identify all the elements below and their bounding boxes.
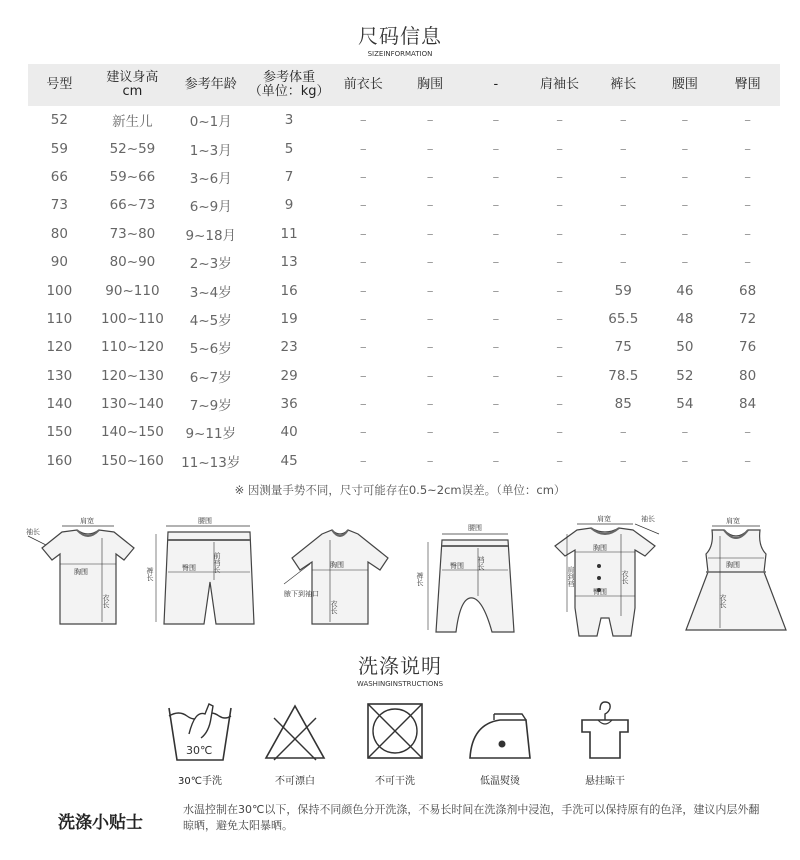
table-cell: – <box>426 112 434 129</box>
table-cell: 66~73 <box>109 197 156 214</box>
table-cell: – <box>426 168 434 185</box>
table-cell: 78.5 <box>608 367 639 384</box>
table-cell: – <box>681 225 689 242</box>
table-row <box>28 276 780 304</box>
header-line2: （单位：kg） <box>248 84 330 99</box>
header-line1: 裤长 <box>610 77 637 92</box>
table-cell: – <box>492 225 500 242</box>
table-cell: 80 <box>50 225 68 242</box>
tips-text: 水温控制在30℃以下，保持不同颜色分开洗涤，不易长时间在洗涤剂中浸泡，手洗可以保持原有的色泽，建议内层外翻晾晒，避免太阳暴晒。 <box>183 803 760 832</box>
table-cell: – <box>426 396 434 413</box>
raglan-length-label: 衣长 <box>330 600 338 614</box>
table-row <box>28 191 780 219</box>
table-cell: 6~7岁 <box>189 369 232 386</box>
tshirt-sleeve-label: 袖长 <box>26 528 40 536</box>
table-cell: – <box>492 254 500 271</box>
table-cell: 73~80 <box>109 225 156 242</box>
table-cell: – <box>359 112 367 129</box>
header-line1: 肩袖长 <box>540 77 580 92</box>
table-cell: 59~66 <box>109 168 156 185</box>
table-header-cell <box>465 64 528 106</box>
table-cell: – <box>426 282 434 299</box>
table-cell: 90 <box>50 254 68 271</box>
table-cell: 29 <box>280 367 298 384</box>
header-line1: 参考体重 <box>263 70 316 85</box>
table-cell: 16 <box>280 282 298 299</box>
table-cell: – <box>681 197 689 214</box>
table-cell: – <box>426 339 434 356</box>
table-cell: – <box>556 452 563 469</box>
hang-dry-icon <box>570 700 640 764</box>
header-line1: 胸围 <box>417 77 444 92</box>
table-cell: – <box>744 112 751 129</box>
shorts-waist-label: 腰围 <box>198 517 212 525</box>
table-cell: – <box>359 168 367 185</box>
low-iron-icon <box>460 700 540 764</box>
table-header-cell <box>331 64 396 106</box>
table-row <box>28 106 780 134</box>
shorts-diagram <box>146 512 265 632</box>
table-cell: 1~3月 <box>189 142 232 159</box>
table-cell: – <box>426 367 434 384</box>
table-cell: 11 <box>280 225 298 242</box>
table-cell: – <box>681 254 689 271</box>
pants-hip-label: 臀围 <box>450 562 464 570</box>
shorts-length-label: 裤长 <box>146 567 154 581</box>
header-line1: 号型 <box>46 77 73 92</box>
no-dry-clean-item <box>340 700 450 787</box>
low-iron-label: 低温熨烫 <box>480 776 520 787</box>
table-cell: – <box>492 310 500 327</box>
table-cell: 4~5岁 <box>189 312 232 329</box>
table-cell: – <box>744 254 751 271</box>
table-cell: – <box>359 140 367 157</box>
header-line1: 臀围 <box>734 77 761 92</box>
table-cell: – <box>619 424 627 441</box>
table-cell: – <box>619 140 627 157</box>
romper-shoulder-label: 肩宽 <box>597 515 611 523</box>
no-bleach-icon <box>260 700 330 764</box>
table-cell: – <box>619 197 627 214</box>
table-cell: – <box>359 282 367 299</box>
table-cell: – <box>744 452 751 469</box>
table-cell: 65.5 <box>608 310 639 327</box>
table-cell: 3~6月 <box>189 170 232 187</box>
table-header-cell <box>396 64 465 106</box>
header-line1: 前衣长 <box>343 77 383 92</box>
table-cell: – <box>556 339 563 356</box>
table-cell: 36 <box>280 396 298 413</box>
wash-title-cn: 洗涤说明 <box>358 654 442 678</box>
table-cell: 100 <box>46 282 73 299</box>
table-cell: – <box>619 168 627 185</box>
table-row <box>28 220 780 248</box>
table-cell: – <box>492 424 500 441</box>
table-cell: – <box>359 396 367 413</box>
table-header-cell <box>527 64 592 106</box>
table-cell: 45 <box>280 452 298 469</box>
table-cell: – <box>426 225 434 242</box>
hang-dry-label: 悬挂晾干 <box>585 776 625 787</box>
table-row <box>28 418 780 446</box>
table-header-cell <box>91 64 175 106</box>
size-info-title <box>0 20 800 58</box>
table-cell: – <box>492 140 500 157</box>
table-cell: 140 <box>46 396 73 413</box>
table-cell: 3~4岁 <box>189 284 232 301</box>
table-cell: – <box>426 197 434 214</box>
table-cell: – <box>359 310 367 327</box>
table-cell: – <box>492 168 500 185</box>
table-cell: – <box>556 140 563 157</box>
no-bleach-label: 不可漂白 <box>275 776 315 787</box>
garment-diagrams <box>0 512 800 642</box>
table-cell: – <box>359 367 367 384</box>
table-row <box>28 163 780 191</box>
table-cell: 9~11岁 <box>185 426 237 443</box>
tshirt-chest-label: 胸围 <box>74 568 88 576</box>
table-cell: – <box>556 197 563 214</box>
table-cell: 110 <box>46 310 73 327</box>
table-cell: 59 <box>614 282 632 299</box>
table-cell: 84 <box>738 396 757 413</box>
table-cell: 90~110 <box>105 282 160 299</box>
table-row <box>28 390 780 418</box>
table-cell: – <box>619 452 627 469</box>
table-cell: – <box>426 254 434 271</box>
table-cell: 73 <box>50 197 68 214</box>
table-cell: – <box>744 140 751 157</box>
hand-wash-icon <box>165 700 235 764</box>
raglan-armpit-label: 腋下到袖口 <box>284 590 319 598</box>
table-cell: 19 <box>280 310 298 327</box>
table-row <box>28 333 780 361</box>
table-cell: 160 <box>46 452 73 469</box>
romper-length-label: 衣长 <box>621 570 629 584</box>
table-cell: – <box>492 396 500 413</box>
table-cell: – <box>359 225 367 242</box>
tshirt-length-label: 衣长 <box>102 594 110 608</box>
table-cell: 100~110 <box>101 310 164 327</box>
table-cell: 5 <box>284 140 294 157</box>
size-title-en: SIZEINFORMATION <box>367 50 433 58</box>
pants-diagram <box>410 512 530 637</box>
size-title-cn: 尺码信息 <box>358 24 442 48</box>
shorts-rise-label: 前裆长 <box>213 552 221 573</box>
no-dry-clean-icon <box>360 700 430 764</box>
table-cell: – <box>359 197 367 214</box>
hand-wash-label: 30℃手洗 <box>178 776 222 787</box>
header-line1: 参考年龄 <box>184 77 237 92</box>
table-cell: 9 <box>284 197 294 214</box>
table-cell: – <box>556 282 563 299</box>
table-cell: 76 <box>738 339 757 356</box>
table-cell: 66 <box>50 168 68 185</box>
table-cell: – <box>619 112 627 129</box>
table-cell: – <box>556 424 563 441</box>
table-cell: – <box>619 254 627 271</box>
table-cell: 52~59 <box>109 140 156 157</box>
table-header-cell <box>174 64 247 106</box>
romper-sleeve-label: 袖长 <box>641 515 655 523</box>
header-line1: - <box>493 77 499 92</box>
table-cell: – <box>359 424 367 441</box>
wash-title-en: WASHINGINSTRUCTIONS <box>356 680 444 688</box>
table-cell: – <box>359 452 367 469</box>
romper-chest-label: 胸围 <box>593 544 607 552</box>
table-cell: 140~150 <box>101 424 164 441</box>
table-cell: – <box>492 197 500 214</box>
pants-rise-label: 裆长 <box>477 556 485 570</box>
table-cell: 0~1月 <box>189 114 232 131</box>
measurement-note: ※ 因测量手势不同，尺寸可能存在0.5~2cm误差。（单位：cm） <box>234 483 566 497</box>
table-cell: 110~120 <box>101 339 164 356</box>
table-cell: – <box>619 225 627 242</box>
raglan-chest-label: 胸围 <box>330 561 344 569</box>
table-cell: – <box>556 168 563 185</box>
table-cell: – <box>426 452 434 469</box>
table-header-cell <box>592 64 655 106</box>
dress-diagram <box>678 512 793 640</box>
table-cell: – <box>359 339 367 356</box>
hang-dry-item <box>550 700 660 787</box>
romper-hip-label: 臀围 <box>593 588 607 596</box>
romper-diagram <box>545 512 665 640</box>
table-header-cell <box>715 64 780 106</box>
table-header-cell <box>28 64 91 106</box>
dress-chest-label: 胸围 <box>726 561 740 569</box>
table-cell: – <box>744 424 751 441</box>
table-cell: 46 <box>676 282 694 299</box>
svg-text:30℃: 30℃ <box>186 744 213 757</box>
low-iron-item <box>445 700 555 787</box>
table-cell: – <box>681 112 689 129</box>
table-cell: 80~90 <box>109 254 156 271</box>
table-cell: – <box>426 310 434 327</box>
table-cell: 80 <box>738 367 757 384</box>
table-cell: 52 <box>676 367 694 384</box>
table-row <box>28 305 780 333</box>
table-header-cell <box>655 64 716 106</box>
table-cell: 150 <box>46 424 73 441</box>
table-cell: 新生儿 <box>112 114 153 131</box>
tips-title: 洗涤小贴士 <box>58 813 143 833</box>
table-body <box>28 106 780 475</box>
table-cell: 5~6岁 <box>189 341 232 358</box>
table-cell: 11~13岁 <box>181 454 241 471</box>
table-cell: 23 <box>280 339 298 356</box>
table-cell: – <box>681 452 689 469</box>
wash-icons <box>0 700 800 795</box>
table-cell: 120 <box>46 339 73 356</box>
table-row <box>28 362 780 390</box>
pants-waist-label: 腰围 <box>468 524 482 532</box>
size-table <box>28 64 780 475</box>
raglan-tee-diagram <box>280 512 400 632</box>
table-cell: – <box>556 254 563 271</box>
table-cell: – <box>492 282 500 299</box>
table-cell: – <box>681 140 689 157</box>
table-row <box>28 248 780 276</box>
pants-length-label: 裤长 <box>416 572 424 586</box>
table-cell: – <box>426 140 434 157</box>
table-cell: – <box>492 367 500 384</box>
table-cell: 54 <box>676 396 694 413</box>
header-line2: cm <box>122 84 143 99</box>
table-cell: 40 <box>280 424 298 441</box>
table-cell: – <box>359 254 367 271</box>
table-header-cell <box>247 64 331 106</box>
table-cell: 7~9岁 <box>189 398 232 415</box>
table-cell: 9~18月 <box>185 227 237 244</box>
table-cell: 150~160 <box>101 452 164 469</box>
table-cell: 50 <box>676 339 694 356</box>
header-line1: 腰围 <box>671 77 698 92</box>
table-cell: – <box>426 424 434 441</box>
table-cell: 130 <box>46 367 73 384</box>
table-cell: – <box>744 168 751 185</box>
table-row <box>28 134 780 162</box>
dress-shoulder-label: 肩宽 <box>726 517 740 525</box>
table-row <box>28 447 780 475</box>
no-dry-clean-label: 不可干洗 <box>375 776 415 787</box>
table-cell: – <box>556 367 563 384</box>
wash-info-title <box>0 650 800 688</box>
tshirt-shoulder-label: 肩宽 <box>80 517 94 525</box>
wash-tips <box>0 800 800 840</box>
table-cell: 75 <box>614 339 632 356</box>
table-cell: – <box>492 452 500 469</box>
table-cell: – <box>681 168 689 185</box>
table-cell: 68 <box>738 282 757 299</box>
table-cell: 48 <box>676 310 694 327</box>
tshirt-diagram <box>22 512 142 632</box>
table-cell: – <box>492 339 500 356</box>
table-cell: 7 <box>284 168 294 185</box>
no-bleach-item <box>240 700 350 787</box>
table-cell: – <box>556 396 563 413</box>
table-cell: 120~130 <box>101 367 164 384</box>
table-cell: 2~3岁 <box>189 256 232 273</box>
header-line1: 建议身高 <box>106 70 159 85</box>
table-header-row <box>28 64 780 106</box>
table-cell: 72 <box>738 310 757 327</box>
table-cell: – <box>744 197 751 214</box>
table-cell: – <box>744 225 751 242</box>
hand-wash-item <box>145 700 255 787</box>
table-cell: 85 <box>614 396 632 413</box>
table-cell: – <box>556 112 563 129</box>
table-cell: 13 <box>280 254 298 271</box>
table-cell: 3 <box>284 112 294 129</box>
table-cell: – <box>556 310 563 327</box>
romper-shoulder-crotch-label: 肩到裆 <box>567 566 575 587</box>
table-cell: – <box>556 225 563 242</box>
table-cell: – <box>681 424 689 441</box>
table-cell: 52 <box>50 112 68 129</box>
dress-length-label: 衣长 <box>719 594 727 608</box>
shorts-hip-label: 臀围 <box>182 564 196 572</box>
table-cell: – <box>492 112 500 129</box>
table-cell: 130~140 <box>101 396 164 413</box>
table-cell: 59 <box>50 140 68 157</box>
table-cell: 6~9月 <box>189 199 232 216</box>
